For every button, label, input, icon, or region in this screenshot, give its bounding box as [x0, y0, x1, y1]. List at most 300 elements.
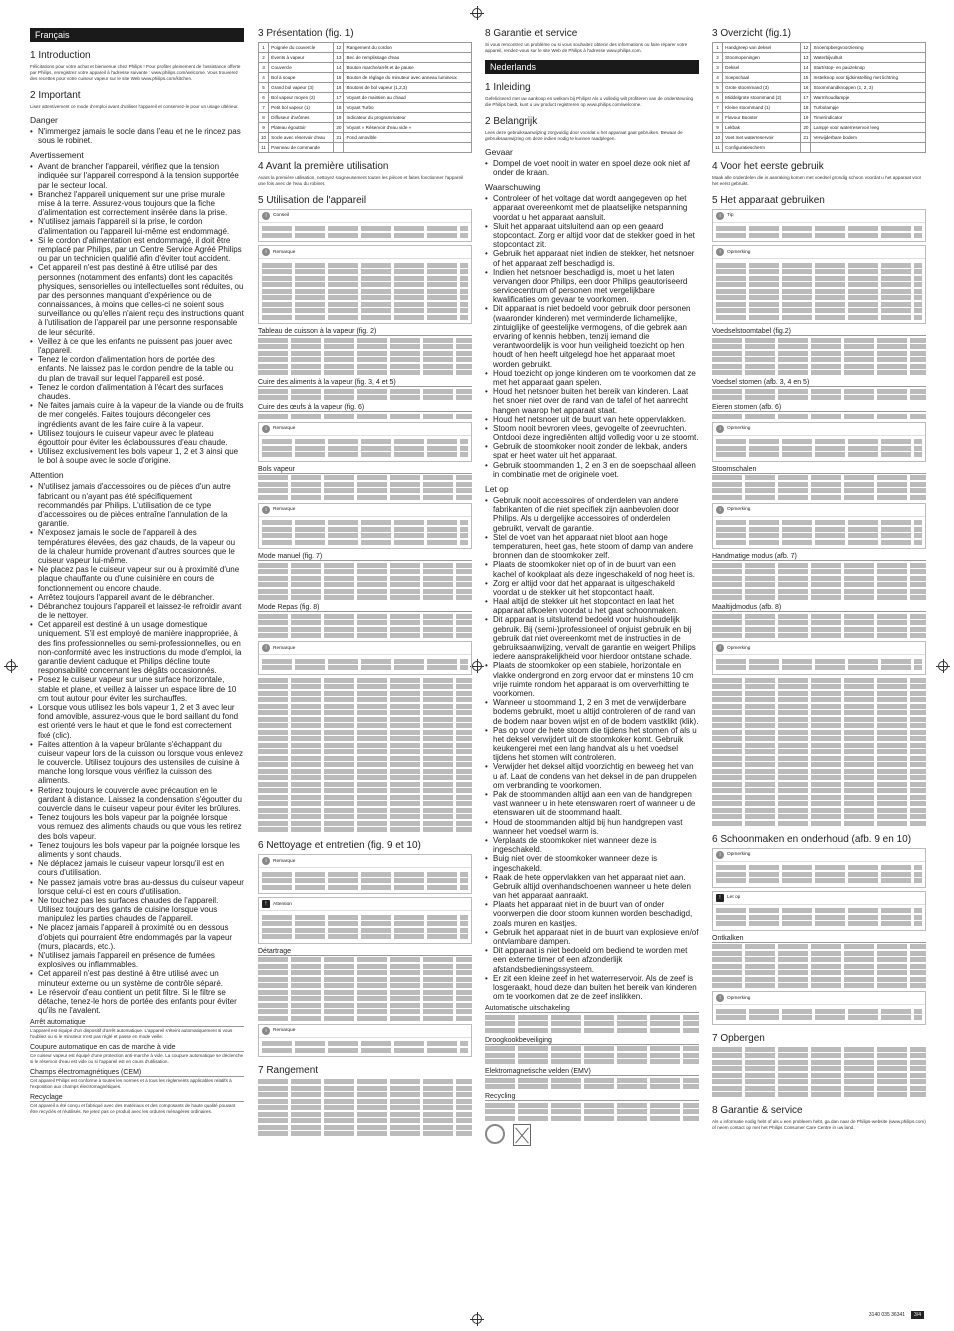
- section-storage-title: 7 Rangement: [258, 1065, 319, 1077]
- note-box-nl-3: [712, 503, 926, 550]
- part-number: 12: [334, 43, 344, 53]
- list-item: • Gebruik stoommanden 1, 2 en 3 en de soepschaal alleen in combinatie met de originele voet.: [485, 461, 699, 479]
- table-row: [259, 123, 472, 133]
- note-box: [258, 245, 472, 324]
- part-name: Deksel: [723, 63, 801, 73]
- note-label: Remarque: [273, 858, 296, 864]
- meal-mode-nl-heading: Maaltijdmodus (afb. 8): [712, 604, 926, 612]
- part-number: 11: [713, 143, 723, 153]
- table-row: [713, 93, 926, 103]
- descaling-heading: Détartrage: [258, 948, 472, 956]
- part-number: 6: [713, 93, 723, 103]
- part-name: Start/stop- en pauzeknop: [811, 63, 926, 73]
- list-item: • Veillez à ce que les enfants ne puissent pas jouer avec l'appareil.: [30, 337, 244, 355]
- part-number: 5: [259, 83, 269, 93]
- tip-label: Tip: [727, 213, 734, 219]
- section-important-text: Lisez attentivement ce mode d'emploi avant d'utiliser l'appareil et conservez-le pour un usage ultérieur.: [30, 103, 239, 109]
- list-item: • N'utilisez jamais l'appareil en présence de fumées explosives ou inflammables.: [30, 951, 244, 969]
- list-item: • Cet appareil est destiné à un usage domestique uniquement. S'il est employé de manière inappropriée, à des fins professionnelles ou semi-professionnelles, ou en non-conformité avec les instructions du mode d'emploi, la garantie devient caduque et Philips décline toute responsabilité concernant les dégâts occasionnés.: [30, 620, 244, 675]
- section-first-use-nl-title: 4 Voor het eerste gebruik: [712, 161, 824, 172]
- part-number: 19: [334, 113, 344, 123]
- first-use-nl-text: Maak alle onderdelen die in aanraking komen met voedsel grondig schoon voordat u het apparaat voor het eerst gebruikt.: [712, 175, 922, 186]
- list-item: • Zorg er altijd voor dat het apparaat is uitgeschakeld voordat u de stekker uit het stopcontact haalt.: [485, 579, 699, 597]
- table-row: [259, 103, 472, 113]
- note-box-6: [258, 1024, 472, 1058]
- list-item: • Wanneer u stoommand 1, 2 en 3 met de verwijderbare bodems gebruikt, moet u altijd controleren of de rand van de bodem naar boven wijst en of de bodem vastklikt (klik).: [485, 698, 699, 726]
- part-number: 16: [334, 83, 344, 93]
- part-name: Bol vapeur moyen (2): [269, 93, 334, 103]
- part-number: 10: [259, 133, 269, 143]
- note-icon: i: [262, 248, 270, 256]
- part-number: 15: [334, 73, 344, 83]
- emf-heading: Champs électromagnétiques (CEM): [30, 1069, 244, 1077]
- note-icon: i: [262, 425, 270, 433]
- part-name: [811, 143, 926, 153]
- registration-mark-bottom: [472, 1314, 482, 1324]
- steam-bowls-nl-heading: Stoomschalen: [712, 466, 926, 474]
- section-introduction-title: 1 Introduction: [30, 50, 91, 61]
- registration-mark-left: [6, 661, 16, 671]
- emf-nl-heading: Elektromagnetische velden (EMV): [485, 1068, 699, 1076]
- table-row: [259, 83, 472, 93]
- list-item: • Ne placez jamais l'appareil à proximité ou en dessous d'objets qui pourraient être endommagés par la vapeur (murs, placards, etc.).: [30, 923, 244, 951]
- table-row: [713, 143, 926, 153]
- registration-mark-top: [472, 8, 482, 18]
- page-number: 3/4: [911, 1311, 924, 1319]
- table-row: [713, 113, 926, 123]
- document-code: 3140 035 36341: [868, 1312, 906, 1318]
- language-bar-french: Français: [30, 28, 244, 42]
- note-label: Opmerking: [727, 507, 751, 513]
- part-name: Timerindicator: [811, 113, 926, 123]
- list-item: • Ne touchez pas les surfaces chaudes de l'appareil. Utilisez toujours des gants de cuisine lorsque vous manipulez les parties chaudes de l'appareil.: [30, 896, 244, 924]
- note-box-nl: [712, 245, 926, 324]
- parts-table-nl: [712, 42, 926, 153]
- part-name: Poignée du couvercle: [269, 43, 334, 53]
- list-item: • Pak de stoommanden altijd aan een van de handgrepen vast wanneer u in hete etenswaren roert of wanneer u de etenswaren uit de stoommand haalt.: [485, 790, 699, 818]
- list-item: • Buig niet over de stoomkoker wanneer deze is ingeschakeld.: [485, 854, 699, 872]
- list-item: • Ne faites jamais cuire à la vapeur de la viande ou de fruits de mer congelés. Faites toujours décongeler ces ingrédients avant de les faire cuire à la vapeur.: [30, 401, 244, 429]
- tip-label: Conseil: [273, 213, 289, 219]
- part-number: 20: [334, 123, 344, 133]
- part-name: Couvercle: [269, 63, 334, 73]
- section-using-title: 5 Utilisation de l'appareil: [258, 194, 367, 206]
- section-storage-nl-title: 7 Opbergen: [712, 1032, 765, 1044]
- table-row: [259, 53, 472, 63]
- part-number: 13: [334, 53, 344, 63]
- table-row: [259, 43, 472, 53]
- part-name: Instelknop voor tijdsinstelling met lichtring: [811, 73, 926, 83]
- part-number: 6: [259, 93, 269, 103]
- list-item: • Controleer of het voltage dat wordt aangegeven op het apparaat overeenkomt met de plaatselijke netspanning voordat u het apparaat aansluit.: [485, 194, 699, 222]
- boil-dry-text: Ce cuiseur vapeur est équipé d'une protection anti-marche à vide. La coupure automatique se déclenche si le réservoir d'eau est vide ou si l'appareil est en cours d'utilisation.: [30, 1053, 244, 1065]
- note-icon: i: [716, 425, 724, 433]
- list-item: • Houd het netsnoer buiten het bereik van kinderen. Laat het snoer niet over de rand van de tafel of het aanrecht hangen waarop het apparaat staat.: [485, 387, 699, 415]
- part-name: Diffuseur d'arômes: [269, 113, 334, 123]
- warning-icon: !: [716, 894, 724, 902]
- manual-mode-heading: Mode manuel (fig. 7): [258, 553, 472, 561]
- list-item: • Raak de hete oppervlakken van het apparaat niet aan. Gebruik altijd ovenhandschoenen wanneer u hete delen van het apparaat aanraakt.: [485, 873, 699, 901]
- table-row: [713, 63, 926, 73]
- list-item: • Lorsque vous utilisez les bols vapeur 1, 2 et 3 avec leur fond amovible, assurez-vous que le bord saillant du fond est orienté vers le haut et que le fond est correctement fixé (clic).: [30, 703, 244, 740]
- note-box-nl-2: [712, 422, 926, 462]
- part-number: [801, 143, 811, 153]
- part-number: 20: [801, 123, 811, 133]
- recycling-text: Cet appareil a été conçu et fabriqué avec des matériaux et des composants de haute qualité pouvant être recyclés et réutilisés. Ne jetez pas ce produit avec les ordures ménagères ordinaires.: [30, 1103, 236, 1115]
- list-item: • Indien het netsnoer beschadigd is, moet u het laten vervangen door Philips, een door Philips geautoriseerd servicecentrum of personen met vergelijkbare kwalificaties om gevaar te voorkomen.: [485, 268, 699, 305]
- part-name: Panneau de commande: [269, 143, 334, 153]
- warning-nl-list: [485, 194, 699, 479]
- part-name: Petit bol vapeur (1): [269, 103, 334, 113]
- part-number: 7: [259, 103, 269, 113]
- list-item: • Haal altijd de stekker uit het stopcontact en laat het apparaat afkoelen voordat u het gaat schoonmaken.: [485, 597, 699, 615]
- part-number: 9: [713, 123, 723, 133]
- part-name: Bol à soupe: [269, 73, 334, 83]
- section-warranty-title-fr: 8 Garantie et service: [485, 28, 578, 39]
- part-name: Évents à vapeur: [269, 53, 334, 63]
- note-icon: i: [262, 506, 270, 514]
- part-number: 10: [713, 133, 723, 143]
- danger-nl-heading: Gevaar: [485, 146, 513, 157]
- note-label: Remarque: [273, 249, 296, 255]
- section-cleaning-title: 6 Nettoyage et entretien (fig. 9 et 10): [258, 840, 421, 852]
- part-number: 17: [334, 93, 344, 103]
- section-important-nl-title: 2 Belangrijk: [485, 115, 538, 127]
- table-row: [259, 143, 472, 153]
- section-overview-title: 3 Présentation (fig. 1): [258, 28, 354, 39]
- part-number: 14: [334, 63, 344, 73]
- warranty-nl-text: Als u informatie nodig hebt of als u een probleem hebt, ga dan naar de Philips-website (www.philips.com) of neem contact op met het Philips Consumer Care Centre in uw land.: [712, 1119, 926, 1131]
- column-french-2: [258, 28, 472, 1138]
- table-row: [259, 133, 472, 143]
- list-item: • Tenez le cordon d'alimentation hors de portée des enfants. Ne laissez pas le cordon pendre de la table ou du plan de travail sur lequel l'appareil est posé.: [30, 355, 244, 383]
- list-item: • Arrêtez toujours l'appareil avant de le débrancher.: [30, 593, 244, 602]
- part-number: 3: [259, 63, 269, 73]
- part-name: Voyant Turbo: [344, 103, 472, 113]
- recycling-heading: Recyclage: [30, 1094, 244, 1102]
- parts-table-fr: [258, 42, 472, 153]
- warning-icon: !: [262, 900, 270, 908]
- list-item: • Le réservoir d'eau contient un petit filtre. Si le filtre se détache, tenez-le hors de portée des enfants pour éviter qu'ils ne l'avalent.: [30, 988, 244, 1016]
- part-name: [344, 143, 472, 153]
- part-name: Stoommandknoppen (1, 2, 3): [811, 83, 926, 93]
- list-item: • Avant de brancher l'appareil, vérifiez que la tension indiquée sur l'appareil correspond à la tension supportée par le secteur local.: [30, 162, 244, 190]
- part-name: Soepschaal: [723, 73, 801, 83]
- list-item: • Gebruik het apparaat niet indien de stekker, het netsnoer of het apparaat zelf beschadigd is.: [485, 249, 699, 267]
- list-item: • Débranchez toujours l'appareil et laissez-le refroidir avant de le nettoyer.: [30, 602, 244, 620]
- list-item: • N'utilisez jamais l'appareil si la prise, le cordon d'alimentation ou l'appareil lui-même est endommagé.: [30, 217, 244, 235]
- part-number: 8: [713, 113, 723, 123]
- part-number: 4: [713, 73, 723, 83]
- list-item: • Utilisez toujours le cuiseur vapeur avec le plateau égouttoir pour éviter les éclaboussures d'eau chaude.: [30, 429, 244, 447]
- list-item: • Ne passez jamais votre bras au-dessus du cuiseur vapeur lorsque celui-ci est en cours d'utilisation.: [30, 878, 244, 896]
- list-item: • Plaats het apparaat niet in de buurt van of onder voorwerpen die door stoom kunnen worden beschadigd, zoals muren en kastjes.: [485, 900, 699, 928]
- danger-nl-list: [485, 159, 699, 177]
- first-use-text: Avant la première utilisation, nettoyez soigneusement toutes les pièces et faites fonctionner l'appareil une fois avec de l'eau du robinet.: [258, 175, 464, 186]
- section-introduction-text: Félicitations pour votre achat et bienvenue chez Philips ! Pour profiter pleinement de l'assistance offerte par Philips, enregistrez votre appareil à l'adresse suivante : www.philips.com/welcome. Vous trouverez des recettes pour votre cuiseur vapeur sur le site Web www.philips.com/kitchen.: [30, 64, 241, 81]
- part-name: Bouton marche/arrêt et de pause: [344, 63, 472, 73]
- steam-bowls-heading: Bols vapeur: [258, 466, 472, 474]
- list-item: • Plaats de stoomkoker op een stabiele, horizontale en vlakke ondergrond en zorg ervoor dat er minstens 10 cm vrije ruimte rondom het apparaat is om oververhitting te voorkomen.: [485, 661, 699, 698]
- list-item: • Plaats de stoomkoker niet op of in de buurt van een kachel of kookplaat als deze ingeschakeld of nog heet is.: [485, 560, 699, 578]
- list-item: • Utilisez exclusivement les bols vapeur 1, 2 et 3 ainsi que le bol à soupe avec le socle d'origine.: [30, 447, 244, 465]
- steaming-eggs-nl-heading: Eieren stomen (afb. 6): [712, 404, 926, 412]
- list-item: • Stoom nooit bevroren vlees, gevogelte of zeevruchten. Ontdooi deze ingrediënten altijd volledig voor u ze stoomt.: [485, 424, 699, 442]
- section-cleaning-nl-title: 6 Schoonmaken en onderhoud (afb. 9 en 10): [712, 833, 912, 845]
- emf-text: Cet appareil Philips est conforme à toutes les normes et à tous les règlements applicables relatifs à l'exposition aux champs électromagnétiques.: [30, 1078, 232, 1090]
- table-row: [713, 123, 926, 133]
- warning-list: [30, 162, 244, 465]
- list-item: • Ne placez pas le cuiseur vapeur sur ou à proximité d'une plaque chauffante ou d'une cuisinière en cours de fonctionnement ou encore chaude.: [30, 565, 244, 593]
- table-row: [259, 73, 472, 83]
- list-item: • N'utilisez jamais d'accessoires ou de pièces d'un autre fabricant ou n'ayant pas été spécifiquement recommandés par Philips. L'utilisation de ce type d'accessoires ou de pièces entraîne l'annulation de la garantie.: [30, 482, 244, 528]
- part-number: 1: [713, 43, 723, 53]
- part-name: Snoeropbergvoorziening: [811, 43, 926, 53]
- caution-nl-heading: Let op: [485, 484, 509, 494]
- steaming-eggs-heading: Cuire des œufs à la vapeur (fig. 6): [258, 404, 472, 412]
- cooking-table-heading: Tableau de cuisson à la vapeur (fig. 2): [258, 328, 472, 336]
- auto-off-heading: Arrêt automatique: [30, 1019, 244, 1027]
- part-name: Grote stoommand (3): [723, 83, 801, 93]
- list-item: • Sluit het apparaat uitsluitend aan op een geaard stopcontact. Zorg er altijd voor dat de stekker goed in het stopcontact zit.: [485, 222, 699, 250]
- list-item: • Branchez l'appareil uniquement sur une prise murale mise à la terre. Assurez-vous toujours que la fiche d'alimentation est correctement insérée dans la prise.: [30, 190, 244, 218]
- part-name: Plateau égouttoir: [269, 123, 334, 133]
- note-box-3: [258, 503, 472, 550]
- list-item: • N'exposez jamais le socle de l'appareil à des températures élevées, des gaz chauds, de la vapeur ou de la chaleur humide provenant d'autres sources que le cuiseur vapeur lui-même.: [30, 528, 244, 565]
- caution-label: Let op: [727, 895, 741, 901]
- note-label: Remarque: [273, 1028, 296, 1034]
- danger-item: • N'immergez jamais le socle dans l'eau et ne le rincez pas sous le robinet.: [30, 127, 244, 145]
- note-box-5: [258, 854, 472, 894]
- list-item: • Gebruik het apparaat niet in de buurt van explosieve en/of ontvlambare dampen.: [485, 928, 699, 946]
- important-nl-text: Lees deze gebruiksaanwijzing zorgvuldig door voordat u het apparaat gaat gebruiken. Bewaar de gebruiksaanwijzing om deze indien nodig te kunnen raadplegen.: [485, 129, 683, 141]
- tip-box-nl: [712, 209, 926, 243]
- table-row: [713, 73, 926, 83]
- note-label: Opmerking: [727, 426, 751, 432]
- recycle-icon: [485, 1124, 505, 1144]
- note-box-nl-6: [712, 991, 926, 1025]
- danger-heading: Danger: [30, 114, 58, 125]
- part-name: Flavour Booster: [723, 113, 801, 123]
- caution-list: [30, 482, 244, 1015]
- caution-heading: Attention: [30, 470, 64, 481]
- part-number: 4: [259, 73, 269, 83]
- note-label: Opmerking: [727, 852, 751, 858]
- column-dutch-2: [712, 28, 926, 1133]
- part-name: Stoomopeningen: [723, 53, 801, 63]
- list-item: • Houd toezicht op jonge kinderen om te voorkomen dat ze met het apparaat gaan spelen.: [485, 369, 699, 387]
- danger-nl-item: • Dompel de voet nooit in water en spoel deze ook niet af onder de kraan.: [485, 159, 699, 177]
- note-label: Opmerking: [727, 645, 751, 651]
- auto-off-text: L'appareil est équipé d'un dispositif d'arrêt automatique. L'appareil s'éteint automatiquement si vous l'oubliez ou si le minuteur n'est pas réglé et passe en mode veille.: [30, 1028, 233, 1040]
- part-name: Waterbijvultuit: [811, 53, 926, 63]
- part-number: 15: [801, 73, 811, 83]
- part-number: 3: [713, 63, 723, 73]
- list-item: • Er zit een kleine zeef in het waterreservoir. Als de zeef is losgeraakt, houd deze dan buiten het bereik van kinderen om te voorkomen dat ze de zeef inslikken.: [485, 974, 699, 1002]
- note-icon: i: [262, 857, 270, 865]
- meal-mode-heading: Mode Repas (fig. 8): [258, 604, 472, 612]
- part-name: Voyant de maintien au chaud: [344, 93, 472, 103]
- steaming-food-heading: Cuire des aliments à la vapeur (fig. 3, 4 et 5): [258, 379, 472, 387]
- part-name: Middelgrote stoommand (2): [723, 93, 801, 103]
- part-number: 19: [801, 113, 811, 123]
- part-name: Bouton de réglage du minuteur avec anneau lumineux: [344, 73, 472, 83]
- part-name: Lekbak: [723, 123, 801, 133]
- warranty-text-fr: Si vous rencontrez un problème ou si vous souhaitez obtenir des informations ou faire réparer votre appareil, rendez-vous sur le site Web de Philips à l'adresse www.philips.com.: [485, 42, 688, 53]
- section-warranty-nl-title: 8 Garantie & service: [712, 1105, 803, 1117]
- table-row: [259, 63, 472, 73]
- list-item: • Tenez toujours les bols vapeur par la poignée lorsque vous remuez des aliments chauds ou que vous les retirez des bols vapeur.: [30, 813, 244, 841]
- part-number: 9: [259, 123, 269, 133]
- part-name: Voyant « Réservoir d'eau vide »: [344, 123, 472, 133]
- descaling-nl-heading: Ontkalken: [712, 935, 926, 943]
- section-overview-nl-title: 3 Overzicht (fig.1): [712, 28, 791, 39]
- caution-box: [258, 897, 472, 944]
- section-using-nl-title: 5 Het apparaat gebruiken: [712, 194, 825, 206]
- note-icon: i: [716, 506, 724, 514]
- note-label: Opmerking: [727, 249, 751, 255]
- column-french: [30, 28, 244, 1117]
- tip-icon: i: [716, 212, 724, 220]
- table-row: [713, 83, 926, 93]
- part-number: 18: [334, 103, 344, 113]
- part-name: Rangement du cordon: [344, 43, 472, 53]
- part-number: 18: [801, 103, 811, 113]
- list-item: • Si le cordon d'alimentation est endommagé, il doit être remplacé par Philips, par un Centre Service Agréé Philips ou par un technicien qualifié afin d'éviter tout accident.: [30, 236, 244, 264]
- part-name: Bec de remplissage d'eau: [344, 53, 472, 63]
- list-item: • Tenez le cordon d'alimentation à l'écart des surfaces chaudes.: [30, 383, 244, 401]
- list-item: • Gebruik nooit accessoires of onderdelen van andere fabrikanten of die niet specifiek zijn aanbevolen door Philips. Als u dergelijke accessoires of onderdelen gebruikt, vervalt de garantie.: [485, 496, 699, 533]
- list-item: • Cet appareil n'est pas destiné à être utilisé par des personnes (notamment des enfants) dont les capacités physiques, sensorielles ou intellectuelles sont réduites, ou par des personnes manquant d'expérience ou de connaissances, à moins que celles-ci ne soient sous surveillance ou qu'elles n'aient reçu des instructions quant à l'utilisation de l'appareil par une personne responsable de leur sécurité.: [30, 263, 244, 337]
- part-number: 5: [713, 83, 723, 93]
- note-label: Remarque: [273, 507, 296, 513]
- part-name: Configuratiescherm: [723, 143, 801, 153]
- table-row: [713, 43, 926, 53]
- cooking-table-nl-heading: Voedselstoomtabel (fig.2): [712, 328, 926, 336]
- part-name: Indicateur du programmateur: [344, 113, 472, 123]
- list-item: • Dit apparaat is uitsluitend bedoeld voor huishoudelijk gebruik. Bij (semi-)professioneel of onjuist gebruik en bij gebruik dat niet overeenkomt met de instructies in de gebruiksaanwijzing, vervalt de garantie en weigert Philips iedere aansprakelijkheid voor hierdoor ontstane schade.: [485, 615, 699, 661]
- part-name: Warmhoudlampje: [811, 93, 926, 103]
- boil-dry-heading: Coupure automatique en cas de marche à vide: [30, 1044, 244, 1052]
- list-item: • Tenez toujours les bols vapeur par la poignée lorsque les aliments y sont chauds.: [30, 841, 244, 859]
- manual-mode-nl-heading: Handmatige modus (afb. 7): [712, 553, 926, 561]
- section-important-title: 2 Important: [30, 89, 81, 101]
- part-name: Fond amovible: [344, 133, 472, 143]
- table-row: [259, 113, 472, 123]
- note-box-2: [258, 422, 472, 462]
- language-bar-dutch: Nederlands: [485, 60, 699, 74]
- part-name: Handgreep van deksel: [723, 43, 801, 53]
- caution-box-nl: [712, 891, 926, 931]
- note-icon: i: [716, 248, 724, 256]
- part-number: 7: [713, 103, 723, 113]
- page-footer: [869, 1311, 924, 1319]
- auto-off-nl-heading: Automatische uitschakeling: [485, 1005, 699, 1013]
- section-intro-nl-title: 1 Inleiding: [485, 81, 531, 93]
- note-icon: i: [262, 1027, 270, 1035]
- list-item: • Faites attention à la vapeur brûlante s'échappant du cuiseur vapeur lors de la cuisson ou lorsque vous enlevez le couvercle. Utilisez toujours des ustensiles de cuisine à manche long lorsque vous vérifiez la cuisson des aliments.: [30, 740, 244, 786]
- list-item: • Retirez toujours le couvercle avec précaution en le gardant à distance. Laissez la condensation s'égoutter du couvercle dans le cuiseur vapeur pour éviter les brûlures.: [30, 786, 244, 814]
- tip-icon: i: [262, 212, 270, 220]
- table-row: [713, 133, 926, 143]
- table-row: [259, 93, 472, 103]
- part-name: Kleine stoommand (1): [723, 103, 801, 113]
- list-item: • Pas op voor de hete stoom die tijdens het stomen of als u het deksel verwijdert uit de stoomkoker komt. Gebruik keukengerei met een lang handvat als u het voedsel tijdens het stomen wilt controleren.: [485, 726, 699, 763]
- note-label: Opmerking: [727, 995, 751, 1001]
- warning-heading: Avertissement: [30, 150, 84, 161]
- note-icon: i: [716, 644, 724, 652]
- list-item: • Houd het netsnoer uit de buurt van hete oppervlakken.: [485, 415, 699, 424]
- intro-nl-text: Gefeliciteerd met uw aankoop en welkom bij Philips! Als u volledig wilt profiteren van de ondersteuning die Philips biedt, kunt u uw product registreren op www.philips.com/welcome.: [485, 95, 694, 107]
- list-item: • Posez le cuiseur vapeur sur une surface horizontale, stable et plane, et veillez à laisser un espace libre de 10 cm tout autour pour éviter les surchauffes.: [30, 675, 244, 703]
- part-name: Boutons de bol vapeur (1,2,3): [344, 83, 472, 93]
- part-number: 13: [801, 53, 811, 63]
- list-item: • Cet appareil n'est pas destiné à être utilisé avec un minuteur externe ou un système de contrôle séparé.: [30, 969, 244, 987]
- part-number: [334, 143, 344, 153]
- note-label: Remarque: [273, 426, 296, 432]
- steaming-food-nl-heading: Voedsel stomen (afb. 3, 4 en 5): [712, 379, 926, 387]
- table-row: [713, 53, 926, 63]
- list-item: • Houd de stoommanden altijd bij hun handgrepen vast wanneer het voedsel warm is.: [485, 818, 699, 836]
- note-icon: i: [262, 644, 270, 652]
- note-label: Remarque: [273, 645, 296, 651]
- part-number: 21: [334, 133, 344, 143]
- danger-list: [30, 127, 244, 145]
- note-box-nl-5: [712, 848, 926, 888]
- list-item: • Verwijder het deksel altijd voorzichtig en beweeg het van u af. Laat de condens van het deksel in de pan druppelen om verbranding te voorkomen.: [485, 762, 699, 790]
- part-number: 8: [259, 113, 269, 123]
- caution-label: Attention: [273, 901, 292, 907]
- part-number: 17: [801, 93, 811, 103]
- list-item: • Dit apparaat is niet bedoeld voor gebruik door personen (waaronder kinderen) met verminderde lichamelijke, zintuiglijke of geestelijke vermogens, of die gebrek aan ervaring of kennis hebben, tenzij iemand die verantwoordelijk is voor hun veiligheid toezicht op hen houdt of hen heeft uitgelegd hoe het apparaat moet worden gebruikt.: [485, 304, 699, 368]
- list-item: • Stel de voet van het apparaat niet bloot aan hoge temperaturen, heet gas, hete stoom of damp van andere bronnen dan de stoomkoker zelf.: [485, 533, 699, 561]
- registration-mark-right: [938, 661, 948, 671]
- part-number: 16: [801, 83, 811, 93]
- part-number: 12: [801, 43, 811, 53]
- crossed-bin-icon: [513, 1124, 531, 1146]
- list-item: • Dit apparaat is niet bedoeld om bediend te worden met een externe timer of een afzonderlijk afstandsbedieningssysteem.: [485, 946, 699, 974]
- caution-nl-list: [485, 496, 699, 1001]
- part-number: 14: [801, 63, 811, 73]
- column-dutch: [485, 28, 699, 1146]
- note-box-nl-4: [712, 641, 926, 675]
- recycling-icons: [485, 1124, 699, 1146]
- registration-mark-center: [472, 661, 482, 671]
- recycling-nl-heading: Recycling: [485, 1093, 699, 1101]
- part-number: 21: [801, 133, 811, 143]
- part-number: 2: [713, 53, 723, 63]
- list-item: • Verplaats de stoomkoker niet wanneer deze is ingeschakeld.: [485, 836, 699, 854]
- note-icon: i: [716, 851, 724, 859]
- note-icon: i: [716, 994, 724, 1002]
- table-row: [713, 103, 926, 113]
- part-name: Turbolampje: [811, 103, 926, 113]
- part-name: Grand bol vapeur (3): [269, 83, 334, 93]
- list-item: • Ne déplacez jamais le cuiseur vapeur lorsqu'il est en cours d'utilisation.: [30, 859, 244, 877]
- tip-box: [258, 209, 472, 243]
- part-name: Voet met waterreservoir: [723, 133, 801, 143]
- part-name: Lampje voor waterreservoir leeg: [811, 123, 926, 133]
- part-name: Verwijderbare bodem: [811, 133, 926, 143]
- part-number: 2: [259, 53, 269, 63]
- warning-nl-heading: Waarschuwing: [485, 182, 541, 193]
- part-number: 1: [259, 43, 269, 53]
- part-name: Socle avec réservoir d'eau: [269, 133, 334, 143]
- boil-dry-nl-heading: Droogkookbeveiliging: [485, 1037, 699, 1045]
- list-item: • Gebruik de stoomkoker nooit zonder de lekbak, anders spat er heet water uit het apparaat.: [485, 442, 699, 460]
- section-first-use-title: 4 Avant la première utilisation: [258, 161, 389, 172]
- part-number: 11: [259, 143, 269, 153]
